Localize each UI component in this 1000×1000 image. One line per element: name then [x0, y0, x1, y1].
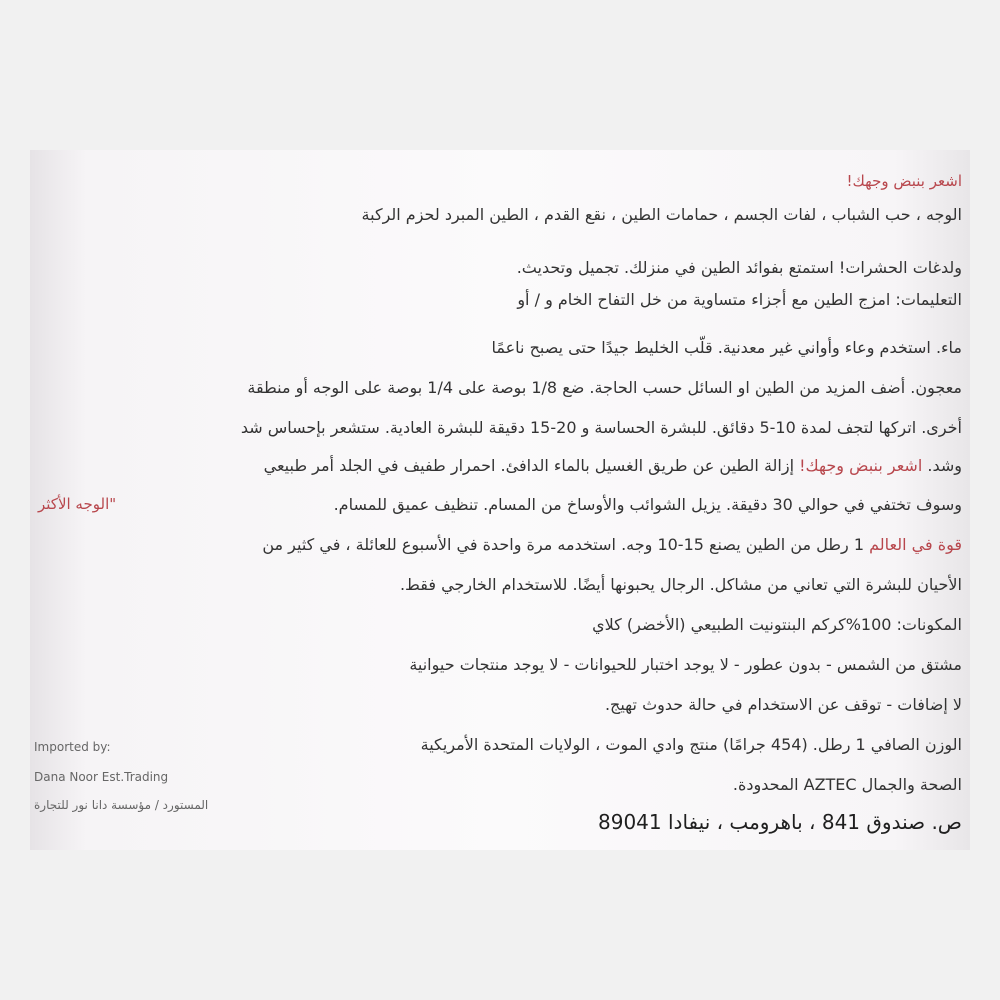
label-face-red: "الوجه الأكثر [38, 495, 117, 513]
label-line: الوجه ، حب الشباب ، لفات الجسم ، حمامات الطين ، نقع القدم ، الطين المبرد لحزم الركبة [361, 205, 962, 224]
label-line: الوزن الصافي 1 رطل. (454 جرامًا) منتج وادي الموت ، الولايات المتحدة الأمريكية [420, 735, 962, 754]
power-heading: قوة في العالم [869, 535, 962, 554]
wash-heading: اشعر بنبض وجهك! [799, 456, 923, 475]
power-text: 1 رطل من الطين يصنع 15-10 وجه. استخدمه مرة واحدة في الأسبوع للعائلة ، في كثير من [262, 535, 865, 554]
label-line: الأحيان للبشرة التي تعاني من مشاكل. الرجال يحبونها أيضًا. للاستخدام الخارجي فقط. [399, 575, 962, 594]
label-line: وسوف تختفي في حوالي 30 دقيقة. يزيل الشوائب والأوساخ من المسام. تنظيف عميق للمسام. [333, 495, 962, 514]
label-line: أخرى. اتركها لتجف لمدة 10-5 دقائق. للبشرة الحساسة و 20-15 دقيقة للبشرة العادية. ستشعر بإحساس شد [240, 418, 962, 437]
label-line: ماء. استخدم وعاء وأواني غير معدنية. قلّب الخليط جيدًا حتى يصبح ناعمًا [491, 338, 962, 357]
label-heading: اشعر بنبض وجهك! [846, 172, 962, 190]
importer-arabic: المستورد / مؤسسة دانا نور للتجارة [34, 798, 209, 812]
label-line: التعليمات: امزج الطين مع أجزاء متساوية من خل التفاح الخام و / أو [517, 290, 962, 309]
product-label [30, 150, 970, 850]
label-line-wash [264, 456, 962, 475]
label-line: معجون. أضف المزيد من الطين او السائل حسب الحاجة. ضع 1/8 بوصة على 1/4 بوصة على الوجه أو منطقة [247, 378, 962, 397]
label-line: مشتق من الشمس - بدون عطور - لا يوجد اختبار للحيوانات - لا يوجد منتجات حيوانية [409, 655, 962, 674]
label-line: ولدغات الحشرات! استمتع بفوائد الطين في منزلك. تجميل وتحديث. [516, 258, 962, 277]
importer-label: Imported by: [34, 740, 111, 754]
label-line: الصحة والجمال AZTEC المحدودة. [732, 775, 962, 794]
wash-prefix: وشد. [927, 456, 962, 475]
importer-name: Dana Noor Est.Trading [34, 770, 169, 784]
wash-text: إزالة الطين عن طريق الغسيل بالماء الدافئ. احمرار طفيف في الجلد أمر طبيعي [263, 456, 795, 475]
label-line-power [262, 535, 962, 554]
label-line: ص. صندوق 841 ، باهرومب ، نيفادا 89041 [598, 810, 962, 834]
label-line: المكونات: 100%كركم البنتونيت الطبيعي (الأخضر) كلاي [592, 615, 962, 634]
label-line: لا إضافات - توقف عن الاستخدام في حالة حدوث تهيج. [604, 695, 962, 714]
